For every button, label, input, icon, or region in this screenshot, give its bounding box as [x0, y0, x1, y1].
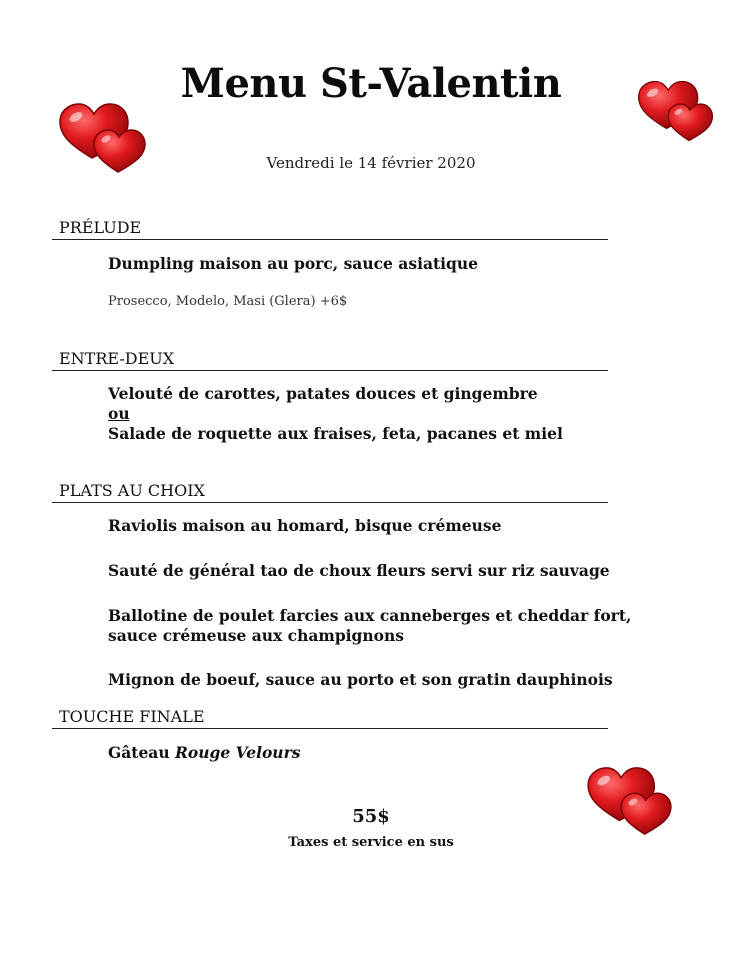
page-title: Menu St-Valentin: [180, 60, 562, 107]
section-heading-plats: PLATS AU CHOIX: [52, 481, 608, 503]
menu-price: 55$: [352, 806, 390, 827]
menu-item: Velouté de carottes, patates douces et gingembre: [108, 384, 538, 403]
menu-item: Mignon de boeuf, sauce au porto et son gratin dauphinois: [108, 670, 613, 689]
section-heading-touche-finale: TOUCHE FINALE: [52, 707, 608, 729]
menu-date: Vendredi le 14 février 2020: [266, 154, 476, 172]
menu-item: Raviolis maison au homard, bisque crémeuse: [108, 516, 502, 535]
wine-pairing-note: Prosecco, Modelo, Masi (Glera) +6$: [108, 294, 348, 309]
menu-item: Dumpling maison au porc, sauce asiatique: [108, 254, 479, 273]
dessert-name: Rouge Velours: [175, 743, 301, 762]
taxes-note: Taxes et service en sus: [288, 835, 454, 850]
double-heart-icon: [56, 100, 150, 176]
menu-item-continuation: sauce crémeuse aux champignons: [108, 626, 404, 645]
menu-item: Ballotine de poulet farcies aux canneberges et cheddar fort,: [108, 606, 632, 625]
double-heart-icon: [634, 78, 718, 144]
choice-separator: ou: [108, 404, 130, 423]
section-heading-prelude: PRÉLUDE: [52, 218, 608, 240]
section-heading-entre-deux: ENTRE-DEUX: [52, 349, 608, 371]
menu-item: Sauté de général tao de choux fleurs servi sur riz sauvage: [108, 561, 610, 580]
menu-item-dessert: [108, 743, 300, 763]
dessert-prefix: Gâteau: [108, 743, 170, 762]
menu-item: Salade de roquette aux fraises, feta, pacanes et miel: [108, 424, 563, 443]
